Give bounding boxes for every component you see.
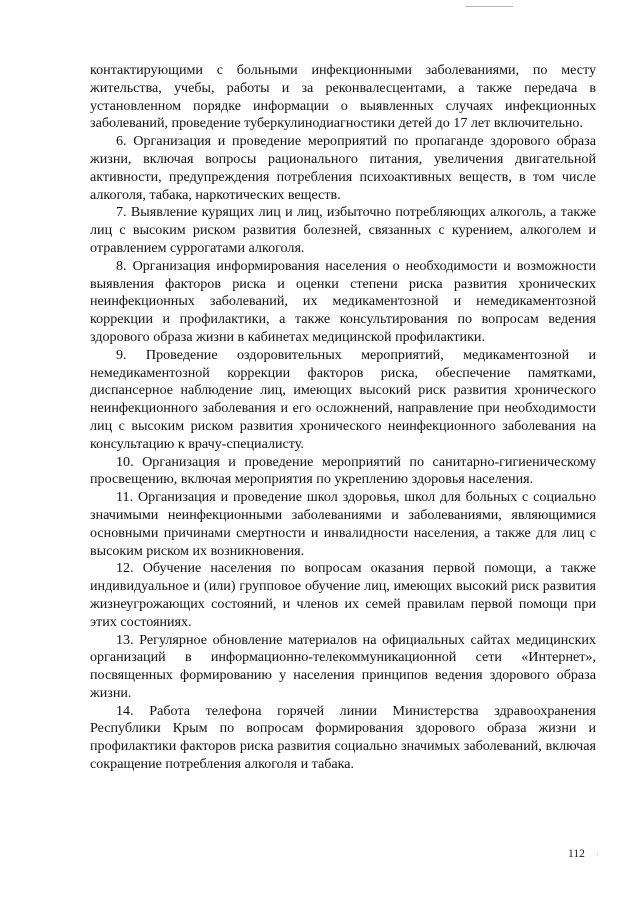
paragraph-item-13: 13. Регулярное обновление материалов на официальных сайтах медицинских организаций в информационно-телекоммуникационной сети «Интернет», посвященных формированию у населения принципов ведения здорового образа жизни. bbox=[90, 631, 596, 701]
page-number: 112 bbox=[568, 848, 585, 860]
paragraph-item-11: 11. Организация и проведение школ здоровья, школ для больных с социально значимыми неинфекционными заболеваниями и заболеваниями, являющимися основными причинами смертности и инвалидности населения, а также для лиц с высоким риском их возникновения. bbox=[90, 489, 596, 559]
paragraph-item-14: 14. Работа телефона горячей линии Министерства здравоохранения Республики Крым по вопросам формирования здорового образа жизни и профилактики факторов риска развития социально значимых заболеваний, включая сокращение потребления алкоголя и табака. bbox=[90, 702, 596, 773]
paragraph-item-6: 6. Организация и проведение мероприятий по пропаганде здорового образа жизни, включая вопросы рационального питания, увеличения двигательной активности, предупреждения потребления психоактивных веществ, в том числе алкоголя, табака, наркотических веществ. bbox=[90, 133, 596, 203]
paragraph-item-7: 7. Выявление курящих лиц и лиц, избыточно потребляющих алкоголь, а также лиц с высоким риском развития болезней, связанных с курением, алкоголем и отравлением суррогатами алкоголя. bbox=[90, 204, 596, 256]
paragraph-item-10: 10. Организация и проведение мероприятий по санитарно-гигиеническому просвещению, включая мероприятия по укреплению здоровья населения. bbox=[90, 453, 596, 488]
scan-mark bbox=[465, 6, 513, 7]
paragraph-item-12: 12. Обучение населения по вопросам оказания первой помощи, а также индивидуальное и (или) групповое обучение лиц, имеющих высокий риск развития жизнеугрожающих состояний, и членов их семей правилам первой помощи при этих состояниях. bbox=[90, 560, 596, 630]
document-body bbox=[90, 62, 596, 774]
scan-speck: ˙ bbox=[596, 852, 599, 862]
paragraph-continuation: контактирующими с больными инфекционными заболеваниями, по месту жительства, учебы, работы и за реконвалесцентами, а также передача в установленном порядке информации о выявленных случаях инфекционных заболеваний, проведение туберкулинодиагностики детей до 17 лет включительно. bbox=[90, 62, 596, 132]
paragraph-item-8: 8. Организация информирования населения о необходимости и возможности выявления факторов риска и оценки степени риска развития хронических неинфекционных заболеваний, их медикаментозной и немедикаментозной коррекции и профилактики, а также консультирования по вопросам ведения здорового образа жизни в кабинетах медицинской профилактики. bbox=[90, 257, 596, 345]
paragraph-item-9: 9. Проведение оздоровительных мероприятий, медикаментозной и немедикаментозной коррекции факторов риска, обеспечение памятками, диспансерное наблюдение лиц, имеющих высокий риск развития хронического неинфекционного заболевания и его осложнений, направление при необходимости лиц с высоким риском развития хронического неинфекционного заболевания на консультацию к врачу-специалисту. bbox=[90, 346, 596, 452]
